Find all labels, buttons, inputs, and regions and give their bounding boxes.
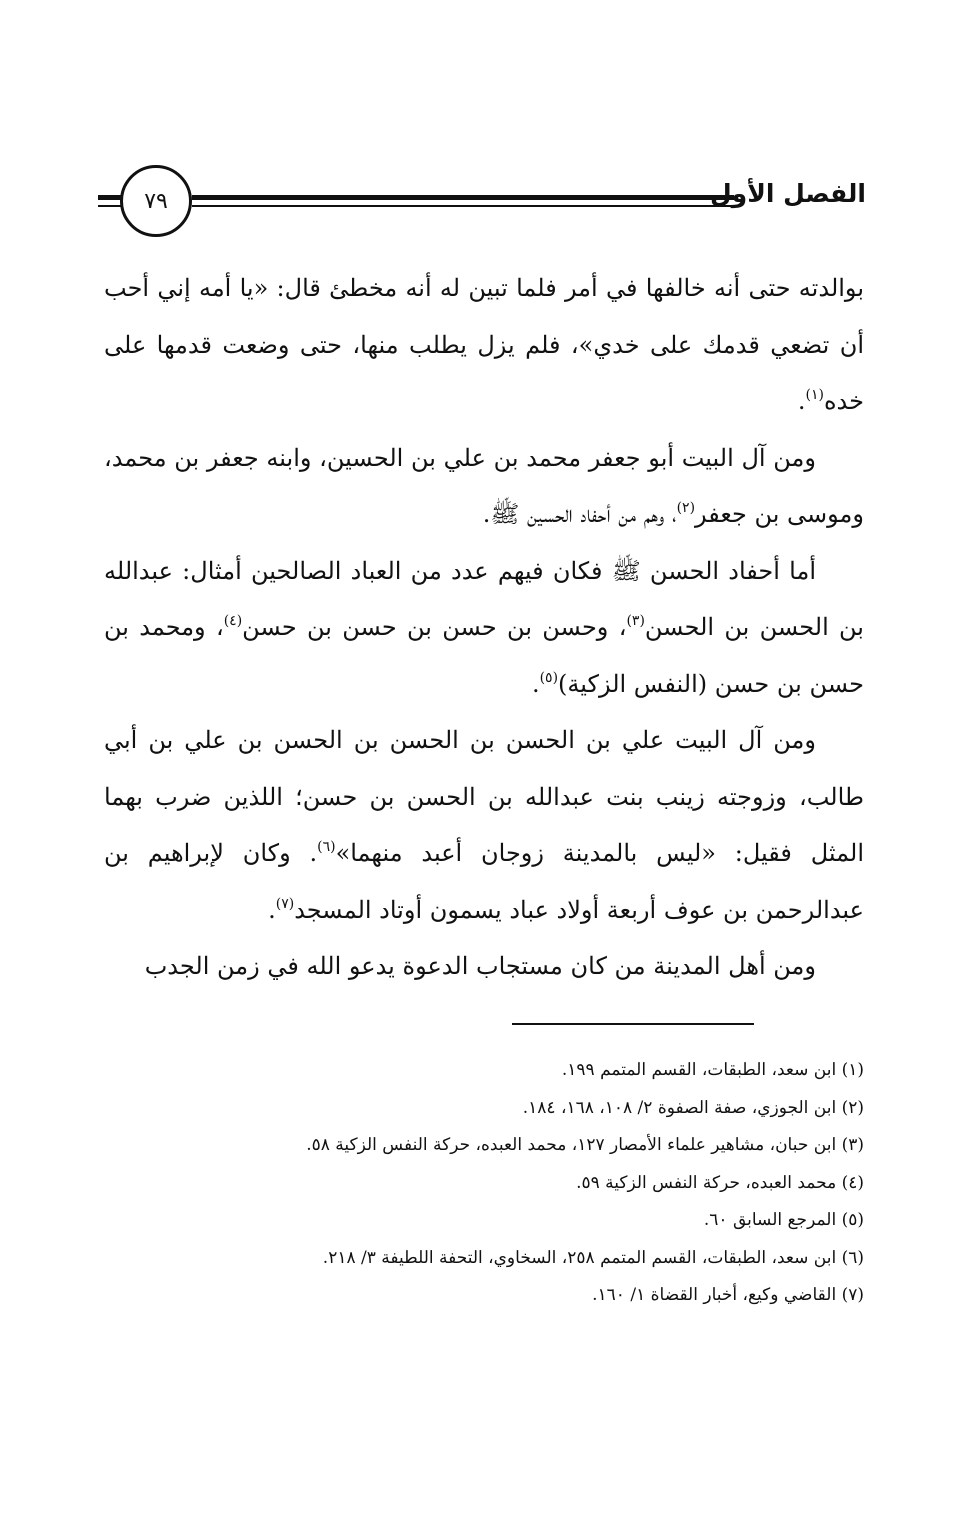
paragraph-text: ومن أهل المدينة من كان مستجاب الدعوة يدعو الله في زمن الجدب xyxy=(144,952,816,980)
paragraph-text: أما أحفاد الحسن ﷺ فكان فيهم عدد من العباد الصالحين أمثال: عبدالله بن الحسن بن الحسن xyxy=(104,556,864,641)
header-rule xyxy=(192,195,734,207)
paragraph-text: . xyxy=(797,387,806,415)
footnote-ref: (٧) xyxy=(275,895,295,912)
footnote-ref: (٥) xyxy=(539,669,559,686)
paragraph-text: ومن آل البيت أبو جعفر محمد بن علي بن الحسين، وابنه جعفر بن محمد، وموسى بن جعفر xyxy=(104,443,864,528)
paragraph-text: ، وهم من أحفاد الحسين ﷺ. xyxy=(482,500,677,528)
footnote-item: (٤) محمد العبده، حركة النفس الزكية ٥٩. xyxy=(576,1172,864,1193)
header-rule-cap xyxy=(98,195,122,207)
footnote-ref: (٢) xyxy=(676,500,696,516)
footnote-item: (٢) ابن الجوزي، صفة الصفوة ٢/ ١٠٨، ١٦٨، ١٨٤. xyxy=(522,1097,864,1118)
footnote-ref: (١) xyxy=(805,387,824,403)
paragraph-text: . xyxy=(268,895,276,924)
chapter-title: الفصل الأول xyxy=(709,179,866,208)
paragraph xyxy=(104,260,864,430)
paragraph-text: . وكان لإبراهيم بن عبدالرحمن بن عوف أربعة أولاد عباد يسمون أوتاد المسجد xyxy=(104,839,864,924)
footnotes xyxy=(104,1052,864,1315)
paragraph-text: ومن آل البيت علي بن الحسن بن الحسن بن الحسن بن علي بن أبي طالب، وزوجته زينب بنت عبدالله بن الحسن بن حسن؛ اللذين ضرب بهما المثل فقيل: «ليس بالمدينة زوجان أعبد منهما» xyxy=(104,726,864,867)
paragraph-text: . xyxy=(531,669,540,698)
footnote-divider xyxy=(512,1023,754,1025)
paragraph-text: ، ومحمد بن حسن بن حسن (النفس الزكية) xyxy=(104,613,864,698)
main-text xyxy=(104,260,864,995)
paragraph xyxy=(104,712,864,938)
page-number: ٧٩ xyxy=(120,165,192,237)
paragraph-text: ، وحسن بن حسن بن حسن بن حسن xyxy=(242,613,627,641)
footnote-item: (١) ابن سعد، الطبقات، القسم المتمم ١٩٩. xyxy=(561,1060,864,1080)
footnote-ref: (٤) xyxy=(223,613,243,629)
paragraph-text: بوالدته حتى أنه خالفها في أمر فلما تبين له أنه مخطئ قال: «يا أمه إني أحب أن تضعي قدمك على خدي»، فلم يزل يطلب منها، حتى وضعت قدمها على خده xyxy=(104,274,865,415)
paragraph xyxy=(104,430,864,543)
footnote-item: (٧) القاضي وكيع، أخبار القضاة ١/ ١٦٠. xyxy=(592,1285,864,1305)
footnote-item: (٣) ابن حبان، مشاهير علماء الأمصار ١٢٧، محمد العبده، حركة النفس الزكية ٥٨. xyxy=(306,1135,864,1155)
footnote-item: (٦) ابن سعد، الطبقات، القسم المتمم ٢٥٨، السخاوي، التحفة اللطيفة ٣/ ٢١٨. xyxy=(322,1247,864,1268)
paragraph xyxy=(104,938,864,995)
paragraph xyxy=(104,543,864,713)
page-header xyxy=(98,165,866,243)
footnote-item: (٥) المرجع السابق ٦٠. xyxy=(703,1210,864,1230)
footnote-ref: (٣) xyxy=(626,613,645,629)
footnote-ref: (٦) xyxy=(317,839,336,855)
